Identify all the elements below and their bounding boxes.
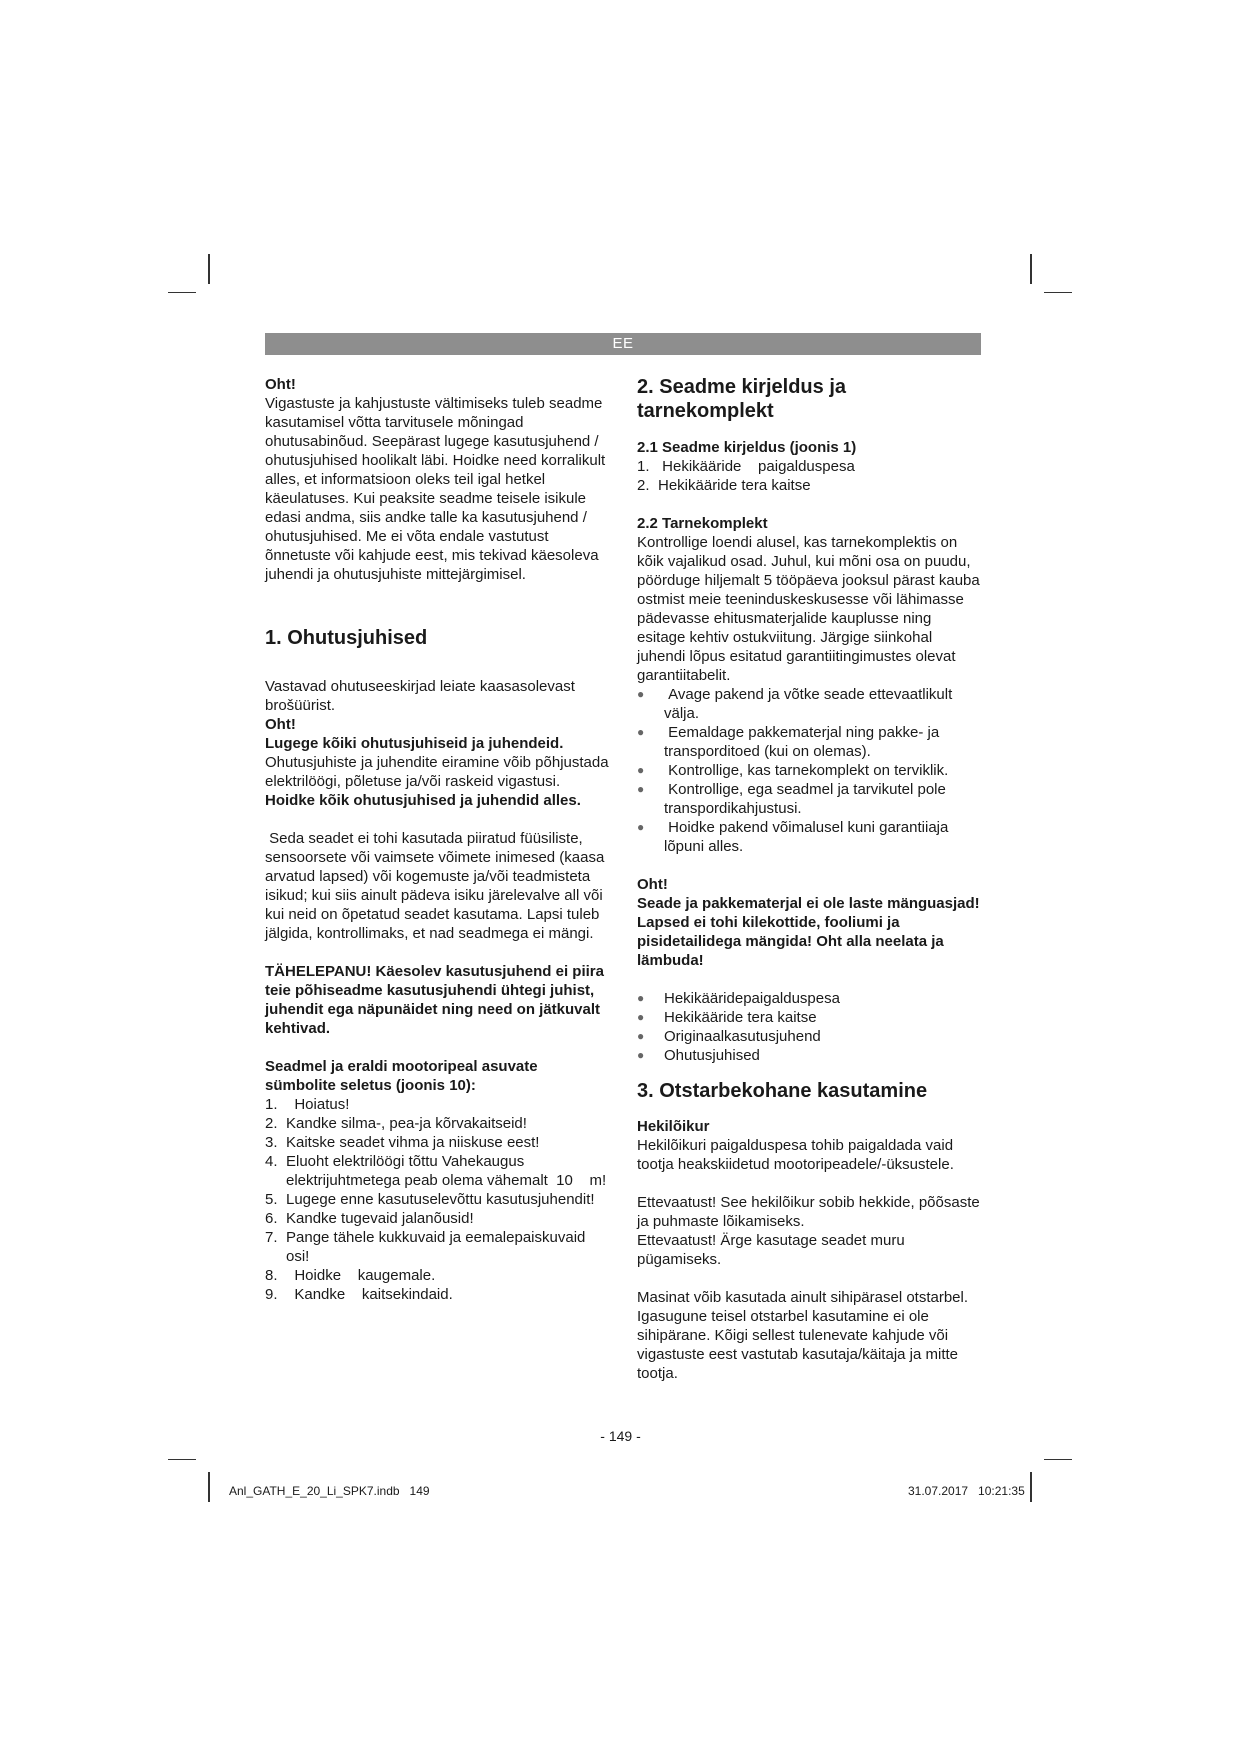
attention-notice: TÄHELEPANU! Käesolev kasutusjuhend ei piira teie põhiseadme kasutusjuhendi ühtegi juhist, juhendit ega näpunäidet ning need on jätkuvalt kehtivad. [265,963,604,1037]
list-item: ● Kontrollige, kas tarnekomplekt on terviklik. [637,762,949,779]
page-number: - 149 - [600,1428,641,1444]
usage-restriction-text: Seda seadet ei tohi kasutada piiratud füüsiliste, sensoorsete või vaimsete võimete inimesed (kaasa arvatud lapsed) või kogemuste ja/või teadmisteta isikud; kui siis ainult pädeva isiku järelevalve all või kui neid on õpetatud seadet kasutama. Lapsi tuleb jälgida, kontrollimaks, et nad seadmega ei mängi. [265,830,609,942]
list-item: ● Eemaldage pakkematerjal ning pakke- ja transporditoed (kui on olemas). [637,724,944,760]
crop-mark-bottom-right-vertical [1030,1472,1032,1502]
hekiloikur-text: Hekilõikuri paigalduspesa tohib paigaldada vaid tootja heakskiidetud mootoripeadele/-üksustele. [637,1137,954,1173]
section-1-intro: Vastavad ohutuseeskirjad leiate kaasasolevast brošüürist. [265,678,575,714]
crop-mark-top-right-vertical [1030,254,1032,284]
list-item: 8. Hoidke kaugemale. [265,1267,436,1284]
list-item: ● Avage pakend ja võtke seade ettevaatlikult välja. [637,686,957,722]
list-item: ● Originaalkasutusjuhend [637,1028,821,1045]
list-item: 2. Hekikääride tera kaitse [637,477,811,494]
crop-mark-bottom-right-horizontal [1044,1459,1072,1460]
list-item: ● Ohutusjuhised [637,1047,760,1064]
list-item: 1. Hoiatus! [265,1096,350,1113]
keep-all-instructions: Hoidke kõik ohutusjuhised ja juhendid alles. [265,792,581,809]
list-item: 2. Kandke silma-, pea-ja kõrvakaitseid! [265,1115,527,1132]
danger-title: Oht! [265,376,296,393]
list-item: ● Hekikääridepaigalduspesa [637,990,840,1007]
child-safety-warning: Seade ja pakkematerjal ei ole laste mänguasjad! Lapsed ei tohi kilekottide, fooliumi ja pisidetailidega mängida! Oht alla neelata ja lämbuda! [637,895,980,969]
danger-title-2: Oht! [265,716,296,733]
list-item: 4. Eluoht elektrilöögi tõttu Vahekaugus elektrijuhtmetega peab olema vähemalt 10 m! [265,1153,607,1189]
crop-mark-bottom-left-vertical [208,1472,210,1502]
read-all-instructions: Lugege kõiki ohutusjuhiseid ja juhendeid. [265,735,564,752]
symbols-title: Seadmel ja eraldi mootoripeal asuvate sümbolite seletus (joonis 10): [265,1058,538,1094]
list-item: 3. Kaitske seadet vihma ja niiskuse eest! [265,1134,540,1151]
list-item: ● Hekikääride tera kaitse [637,1009,817,1026]
section-1-title: 1. Ohutusjuhised [265,627,428,649]
list-item: 7. Pange tähele kukkuvaid ja eemalepaiskuvaid osi! [265,1229,586,1265]
read-all-text: Ohutusjuhiste ja juhendite eiramine võib põhjustada elektrilöögi, põletuse ja/või raskeid vigastusi. [265,754,609,790]
delivery-contents-list [637,989,982,1065]
list-item: 9. Kandke kaitsekindaid. [265,1286,453,1303]
list-item: 6. Kandke tugevaid jalanõusid! [265,1210,474,1227]
crop-mark-top-right-horizontal [1044,292,1072,293]
footer-timestamp: 31.07.2017 10:21:35 [908,1484,1025,1498]
caution-text-1: Ettevaatust! See hekilõikur sobib hekkide, põõsaste ja puhmaste lõikamiseks. [637,1194,980,1230]
danger-title-3: Oht! [637,876,668,893]
list-item: 5. Lugege enne kasutuselevõttu kasutusjuhendit! [265,1191,595,1208]
crop-mark-top-left-vertical [208,254,210,284]
left-column [265,375,610,1304]
unpacking-steps-list [637,685,982,856]
parts-list [637,457,982,495]
language-header-bar: EE [265,333,981,355]
subsection-2-2-title: 2.2 Tarnekomplekt [637,515,768,532]
symbols-list [265,1095,610,1304]
list-item: 1. Hekikääride paigalduspesa [637,458,855,475]
intended-use-text: Masinat võib kasutada ainult sihipärasel otstarbel. Igasugune teisel otstarbel kasutamine ei ole sihipärane. Kõigi sellest tulenevate kahjude või vigastuste eest vastutab kasutaja/käitaja ja mitte tootja. [637,1289,969,1382]
danger-text: Vigastuste ja kahjustuste vältimiseks tuleb seadme kasutamisel võtta tarvitusele mõningad ohutusabinõud. Seepärast lugege kasutusjuhend / ohutusjuhised hoolikalt läbi. Hoidke need korralikult alles, et informatsioon oleks teil igal hetkel käeulatuses. Kui peaksite seadme teisele isikule edasi andma, siis andke talle ka kasutusjuhend / ohutusjuhised. Me ei võta endale vastutust õnnetuste või kahjude eest, mis tekivad käesoleva juhendi ja ohutusjuhiste mittejärgimisel. [265,395,606,583]
footer-file-name: Anl_GATH_E_20_Li_SPK7.indb 149 [229,1484,430,1498]
list-item: ● Kontrollige, ega seadmel ja tarvikutel pole transpordikahjustusi. [637,781,951,817]
caution-text-2: Ettevaatust! Ärge kasutage seadet muru pügamiseks. [637,1232,905,1268]
crop-mark-bottom-left-horizontal [168,1459,196,1460]
right-column [637,375,982,1383]
list-item: ● Hoidke pakend võimalusel kuni garantiiaja lõpuni alles. [637,819,953,855]
section-3-title: 3. Otstarbekohane kasutamine [637,1080,928,1102]
hekiloikur-title: Hekilõikur [637,1118,710,1135]
delivery-text: Kontrollige loendi alusel, kas tarnekomplektis on kõik vajalikud osad. Juhul, kui mõni osa on puudu, pöörduge hiljemalt 5 tööpäeva jooksul pärast kauba ostmist meie teeninduskeskusesse või lähimasse pädevasse ehitusmaterjalide kauplusse ning esitage kehtiv ostukviitung. Järgige siinkohal juhendi lõpus esitatud garantiitingimustes olevat garantiitabelit. [637,534,980,684]
subsection-2-1-title: 2.1 Seadme kirjeldus (joonis 1) [637,439,857,456]
section-2-title: 2. Seadme kirjeldus ja tarnekomplekt [637,376,846,422]
crop-mark-top-left-horizontal [168,292,196,293]
